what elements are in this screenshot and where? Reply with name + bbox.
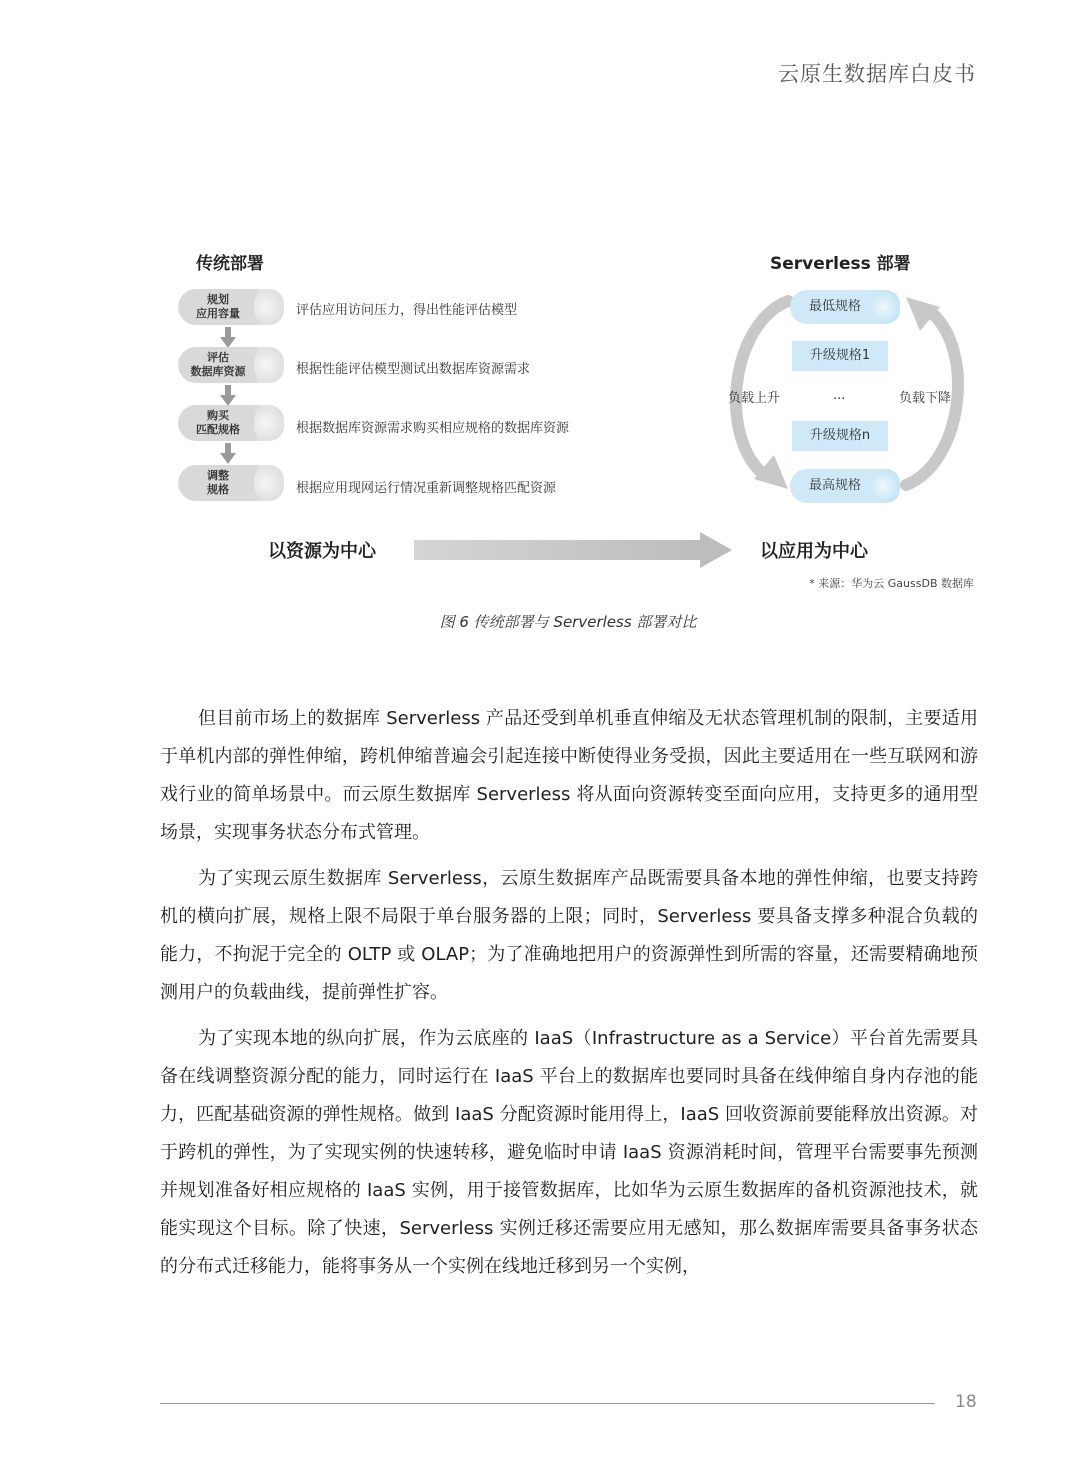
document-title: 云原生数据库白皮书 [778, 62, 976, 86]
step-pill-cap [254, 465, 284, 501]
paragraph: 为了实现本地的纵向扩展，作为云底座的 IaaS（Infrastructure as a Service）平台首先需要具备在线调整资源分配的能力，同时运行在 IaaS 平台上的数据库也要同时具备在线伸缩自身内存池的能力，匹配基础资源的弹性规格。做到 IaaS 分配资源时能用得上，IaaS 回收资源前要能释放出资源。对于跨机的弹性，为了实现实例的快速转移，避免临时申请 IaaS 资源消耗时间，管理平台需要事先预测并规划准备好相应规格的 IaaS 实例，用于接管数据库，比如华为云原生数据库的备机资源池技术，就能实现这个目标。除了快速，Serverless 实例迁移还需要应用无感知，那么数据库需要具备事务状态的分布式迁移能力，能将事务从一个实例在线地迁移到另一个实例， [160, 1028, 978, 1277]
comparison-figure [150, 235, 990, 610]
resource-centric-label: 以资源为中心 [268, 541, 376, 562]
step-label: 调整 规格 [207, 469, 229, 496]
step-description: 根据性能评估模型测试出数据库资源需求 [296, 362, 531, 377]
footer-divider [160, 1403, 935, 1404]
application-centric-label: 以应用为中心 [760, 541, 868, 562]
figure-caption: 图 6 传统部署与 Serverless 部署对比 [439, 613, 697, 631]
step-description: 根据应用现网运行情况重新调整规格匹配资源 [296, 481, 557, 496]
down-arrow-icon [218, 443, 238, 465]
step-description: 根据数据库资源需求购买相应规格的数据库资源 [296, 421, 570, 436]
load-up-label: 负载上升 [728, 391, 781, 406]
step-plan-capacity [178, 289, 284, 325]
step-evaluate-resources [178, 347, 284, 383]
step-label: 购买 匹配规格 [196, 409, 240, 436]
paragraph: 为了实现云原生数据库 Serverless，云原生数据库产品既需要具备本地的弹性伸缩，也要支持跨机的横向扩展，规格上限不局限于单台服务器的上限；同时，Serverless 要具备支撑多种混合负载的能力，不拘泥于完全的 OLTP 或 OLAP；为了准确地把用户的资源弹性到所需的容量，还需要精确地预测用户的负载曲线，提前弹性扩容。 [160, 868, 978, 1003]
highest-spec-pill [790, 469, 900, 503]
step-label: 规划 应用容量 [196, 293, 240, 320]
lowest-spec-label: 最低规格 [808, 299, 861, 314]
step-pill-cap [254, 405, 284, 441]
serverless-deployment-heading: Serverless 部署 [770, 254, 911, 274]
highest-spec-label: 最高规格 [808, 478, 861, 493]
step-label: 评估 数据库资源 [190, 351, 246, 378]
traditional-deployment-heading: 传统部署 [196, 254, 264, 274]
upgrade-spec-1-box: 升级规格1 [792, 341, 888, 371]
step-purchase-spec [178, 405, 284, 441]
load-down-label: 负载下降 [899, 391, 952, 406]
source-note: * 来源：华为云 GaussDB 数据库 [809, 577, 974, 590]
down-arrow-icon [218, 327, 238, 349]
step-pill-cap [254, 289, 284, 325]
body-text [160, 700, 978, 1294]
step-description: 评估应用访问压力，得出性能评估模型 [296, 303, 518, 318]
paragraph: 但目前市场上的数据库 Serverless 产品还受到单机垂直伸缩及无状态管理机制的限制，主要适用于单机内部的弹性伸缩，跨机伸缩普遍会引起连接中断使得业务受损，因此主要适用在一些互联网和游戏行业的简单场景中。而云原生数据库 Serverless 将从面向资源转变至面向应用，支持更多的通用型场景，实现事务状态分布式管理。 [160, 708, 978, 843]
upgrade-spec-n-box: 升级规格n [792, 421, 888, 451]
step-pill-cap [254, 347, 284, 383]
down-arrow-icon [218, 385, 238, 407]
page-number: 18 [955, 1392, 977, 1412]
spec-ellipsis: ... [833, 388, 846, 403]
step-adjust-spec [178, 465, 284, 501]
transition-arrow-icon [414, 532, 732, 568]
lowest-spec-pill [790, 290, 900, 324]
